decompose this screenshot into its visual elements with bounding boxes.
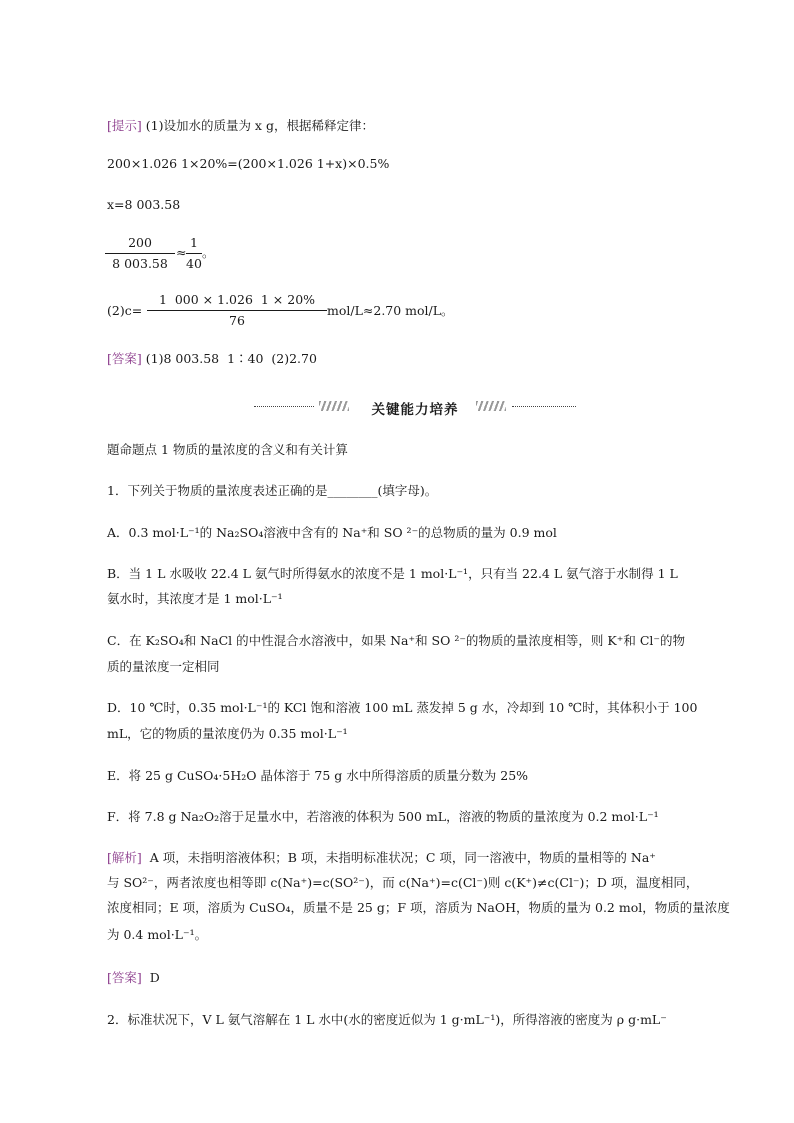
ratio-numerator: 200 bbox=[128, 235, 152, 250]
option-a: A．0.3 mol·L⁻¹的 Na₂SO₄溶液中含有的 Na⁺和 SO ²⁻的总物质的量为 0.9 mol bbox=[107, 525, 557, 540]
answer-2-tag: [答案] bbox=[107, 970, 142, 985]
ratio2-denominator: 40 bbox=[186, 256, 202, 271]
ratio-fraction bbox=[105, 235, 175, 272]
analysis-tag: [解析] bbox=[107, 850, 142, 865]
section-title: 关键能力培养 bbox=[371, 402, 459, 418]
answer-2 bbox=[107, 969, 160, 987]
answer-2-text: D bbox=[141, 970, 160, 985]
ratio2-fraction bbox=[186, 235, 202, 272]
topic-heading: 題命题点 1 物质的量浓度的含义和有关计算 bbox=[107, 442, 348, 457]
option-e: E．将 25 g CuSO₄·5H₂O 晶体溶于 75 g 水中所得溶质的质量分数为 25% bbox=[107, 768, 529, 783]
hint-equation-1: 200×1.026 1×20%=(200×1.026 1+x)×0.5% bbox=[107, 156, 390, 171]
ratio2-numerator: 1 bbox=[190, 235, 198, 250]
answer-1-tag: [答案] bbox=[107, 351, 142, 366]
question-2-stem: 2．标准状况下，V L 氨气溶解在 1 L 水中(水的密度近似为 1 g·mL⁻¹)，所得溶液的密度为 ρ g·mL⁻ bbox=[107, 1012, 667, 1027]
option-f: F．将 7.8 g Na₂O₂溶于足量水中，若溶液的体积为 500 mL，溶液的物质的量浓度为 0.2 mol·L⁻¹ bbox=[107, 809, 659, 824]
answer-1-text: (1)8 003.58 1∶40 (2)2.70 bbox=[145, 351, 317, 366]
analysis-text-1: A 项，未指明溶液体积；B 项，未指明标准状况；C 项，同一溶液中，物质的量相等的 Na⁺ bbox=[141, 850, 656, 865]
approx-sign: ≈ bbox=[176, 245, 187, 260]
analysis-line1 bbox=[107, 849, 656, 867]
analysis-line4: 为 0.4 mol·L⁻¹。 bbox=[107, 927, 208, 942]
analysis-line3: 浓度相同；E 项，溶质为 CuSO₄，质量不是 25 g；F 项，溶质为 NaOH，物质的量为 0.2 mol，物质的量浓度 bbox=[107, 900, 730, 915]
hint-equation-2: x=8 003.58 bbox=[107, 197, 181, 212]
option-c-line2: 质的量浓度一定相同 bbox=[107, 659, 220, 674]
divider-ornament-right bbox=[476, 401, 506, 411]
c-numerator: 1 000 × 1.026 1 × 20% bbox=[158, 292, 316, 307]
hint-tag: [提示] bbox=[107, 118, 142, 133]
hint-intro: (1)设加水的质量为 x g，根据稀释定律： bbox=[145, 118, 374, 133]
option-d-line2: mL，它的物质的量浓度仍为 0.35 mol·L⁻¹ bbox=[107, 726, 348, 741]
option-b-line1: B．当 1 L 水吸收 22.4 L 氨气时所得氨水的浓度不是 1 mol·L⁻¹，只有当 22.4 L 氨气溶于水制得 1 L bbox=[107, 566, 678, 581]
c-denominator: 76 bbox=[229, 313, 245, 328]
ratio-denominator: 8 003.58 bbox=[112, 256, 168, 271]
c-suffix: mol/L≈2.70 mol/L。 bbox=[327, 303, 454, 318]
question-1-stem: 1．下列关于物质的量浓度表述正确的是________(填字母)。 bbox=[107, 483, 438, 498]
option-c-line1: C．在 K₂SO₄和 NaCl 的中性混合水溶液中，如果 Na⁺和 SO ²⁻的物质的量浓度相等，则 K⁺和 Cl⁻的物 bbox=[107, 633, 685, 648]
c-prefix: (2)c= bbox=[107, 303, 143, 318]
c-fraction bbox=[147, 292, 327, 329]
option-d-line1: D．10 ℃时，0.35 mol·L⁻¹的 KCl 饱和溶液 100 mL 蒸发掉 5 g 水，冷却到 10 ℃时，其体积小于 100 bbox=[107, 700, 698, 715]
ratio-end: 。 bbox=[202, 245, 215, 260]
divider-ornament-left bbox=[319, 401, 349, 411]
section-divider bbox=[254, 398, 576, 418]
hint-line bbox=[107, 117, 374, 135]
answer-1 bbox=[107, 350, 317, 368]
option-b-line2: 氨水时，其浓度才是 1 mol·L⁻¹ bbox=[107, 591, 283, 606]
analysis-line2: 与 SO²⁻，两者浓度也相等即 c(Na⁺)=c(SO²⁻)，而 c(Na⁺)=c(Cl⁻)则 c(K⁺)≠c(Cl⁻)；D 项，温度相同， bbox=[107, 875, 699, 890]
